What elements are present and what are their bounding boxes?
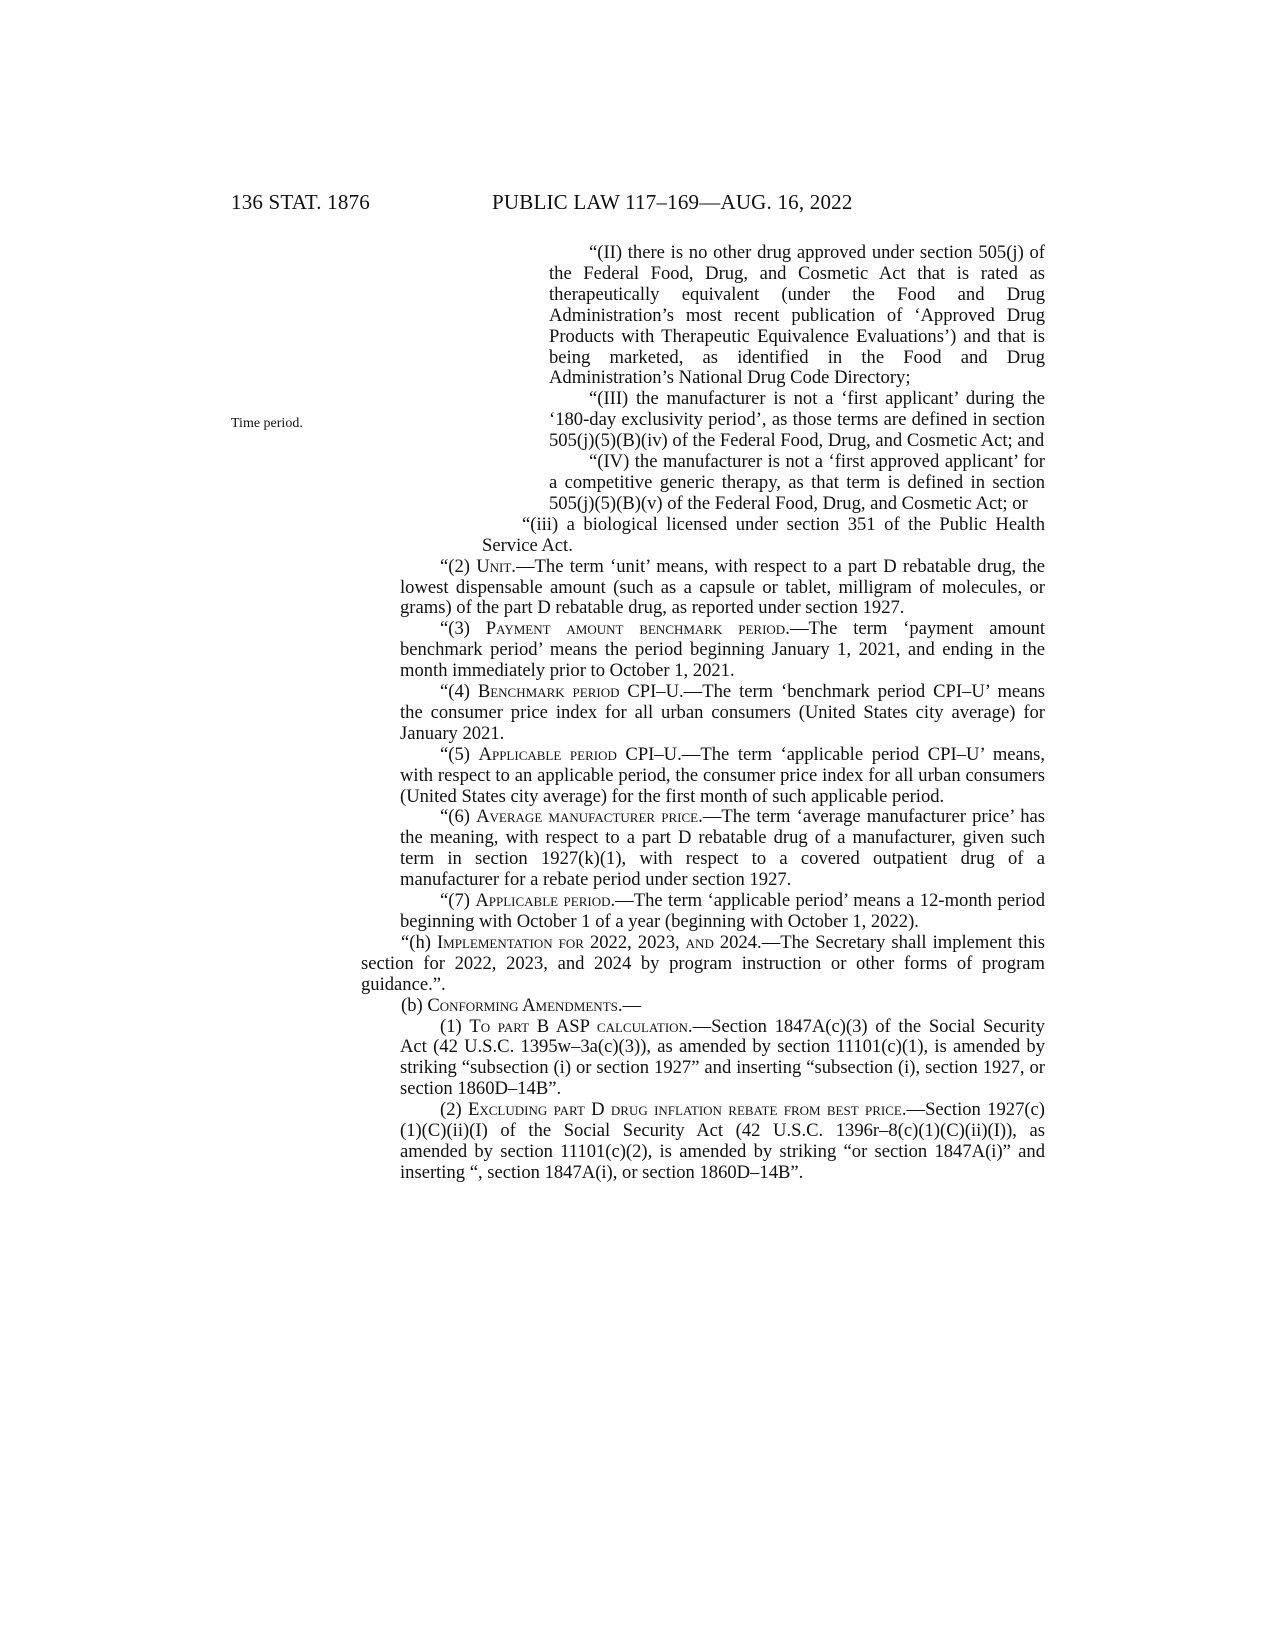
- definition-3-payment-amount-benchmark-period: “(3) Payment amount benchmark period.—The term ‘payment amount benchmark period’ means the period beginning January 1, 2021, and ending in the month immediately prior to October 1, 2021.: [400, 618, 1045, 682]
- statute-page-reference: 136 STAT. 1876: [231, 190, 370, 214]
- subsection-b-conforming-amendments: (b) Conforming Amendments.—: [401, 994, 642, 1016]
- clause-IV: “(IV) the manufacturer is not a ‘first approved applicant’ for a competitive generic therapy, as that term is defined in section 505(j)(5)(B)(v) of the Federal Food, Drug, and Cosmetic Act; or: [549, 451, 1045, 514]
- heading-applicable-period: Applicable period.: [475, 890, 616, 912]
- clause-III: “(III) the manufacturer is not a ‘first applicant’ during the ‘180-day exclusivity period’, as those terms are defined in section 505(j)(5)(B)(iv) of the Federal Food, Drug, and Cosmetic Act; and: [549, 388, 1045, 452]
- heading-applicable-period-cpi-u: Applicable period CPI–U.: [478, 743, 682, 765]
- document-body: [361, 242, 1046, 1184]
- heading-payment-amount-benchmark-period: Payment amount benchmark period.: [485, 618, 790, 640]
- heading-average-manufacturer-price: Average manufacturer price.: [476, 806, 703, 828]
- definition-7-applicable-period: “(7) Applicable period.—The term ‘applicable period’ means a 12-month period beginning with October 1 of a year (beginning with October 1, 2022).: [400, 890, 1046, 932]
- heading-implementation: Implementation for 2022, 2023, and 2024.: [436, 931, 762, 953]
- heading-unit: Unit.: [476, 555, 516, 577]
- heading-benchmark-period-cpi-u: Benchmark period CPI–U.: [477, 681, 684, 703]
- heading-conforming-amendments: Conforming Amendments.: [427, 994, 623, 1016]
- amendment-2-best-price: (2) Excluding part D drug inflation rebate from best price.—Section 1927(c)(1)(C)(ii)(I) of the Social Security Act (42 U.S.C. 1396r–8(c)(1)(C)(ii)(I)), as amended by section 11101(c)(2), is amended by striking “or section 1847A(i)” and inserting “, section 1847A(i), or section 1860D–14B”.: [400, 1099, 1045, 1183]
- clause-iii: “(iii) a biological licensed under section 351 of the Public Health Service Act.: [482, 513, 1045, 556]
- subsection-h-implementation: “(h) Implementation for 2022, 2023, and 2024.—The Secretary shall implement this section for 2022, 2023, and 2024 by program instruction or other forms of program guidance.”.: [361, 931, 1045, 995]
- page-header: [0, 190, 1275, 220]
- definition-2-unit: “(2) Unit.—The term ‘unit’ means, with respect to a part D rebatable drug, the lowest dispensable amount (such as a capsule or tablet, milligram of molecules, or grams) of the part D rebatable drug, as reported under section 1927.: [400, 555, 1045, 619]
- definition-5-applicable-period-cpi-u: “(5) Applicable period CPI–U.—The term ‘applicable period CPI–U’ means, with respect to an applicable period, the consumer price index for all urban consumers (United States city average) for the first month of such applicable period.: [400, 743, 1045, 807]
- clause-II: “(II) there is no other drug approved under section 505(j) of the Federal Food, Drug, and Cosmetic Act that is rated as therapeutically equivalent (under the Food and Drug Administration’s most recent publication of ‘Approved Drug Products with Therapeutic Equivalence Evaluations’) and that is being marketed, as identified in the Food and Drug Administration’s National Drug Code Directory;: [549, 242, 1045, 389]
- heading-part-b-asp-calculation: To part B ASP calculation.: [469, 1015, 693, 1037]
- amendment-1-part-b-asp: (1) To part B ASP calculation.—Section 1847A(c)(3) of the Social Security Act (42 U.S.C. 1395w–3a(c)(3)), as amended by section 11101(c)(1), is amended by striking “subsection (i) or section 1927” and inserting “subsection (i), section 1927, or section 1860D–14B”.: [400, 1015, 1045, 1100]
- heading-excluding-part-d-rebate: Excluding part D drug inflation rebate from best price.: [468, 1099, 907, 1121]
- margin-note-time-period: Time period.: [231, 416, 303, 431]
- definition-4-benchmark-period-cpi-u: “(4) Benchmark period CPI–U.—The term ‘benchmark period CPI–U’ means the consumer price index for all urban consumers (United States city average) for January 2021.: [400, 681, 1045, 744]
- public-law-title: PUBLIC LAW 117–169—AUG. 16, 2022: [492, 190, 853, 214]
- definition-6-average-manufacturer-price: “(6) Average manufacturer price.—The term ‘average manufacturer price’ has the meaning, with respect to a part D rebatable drug of a manufacturer, given such term in section 1927(k)(1), with respect to a covered outpatient drug of a manufacturer for a rebate period under section 1927.: [400, 806, 1046, 891]
